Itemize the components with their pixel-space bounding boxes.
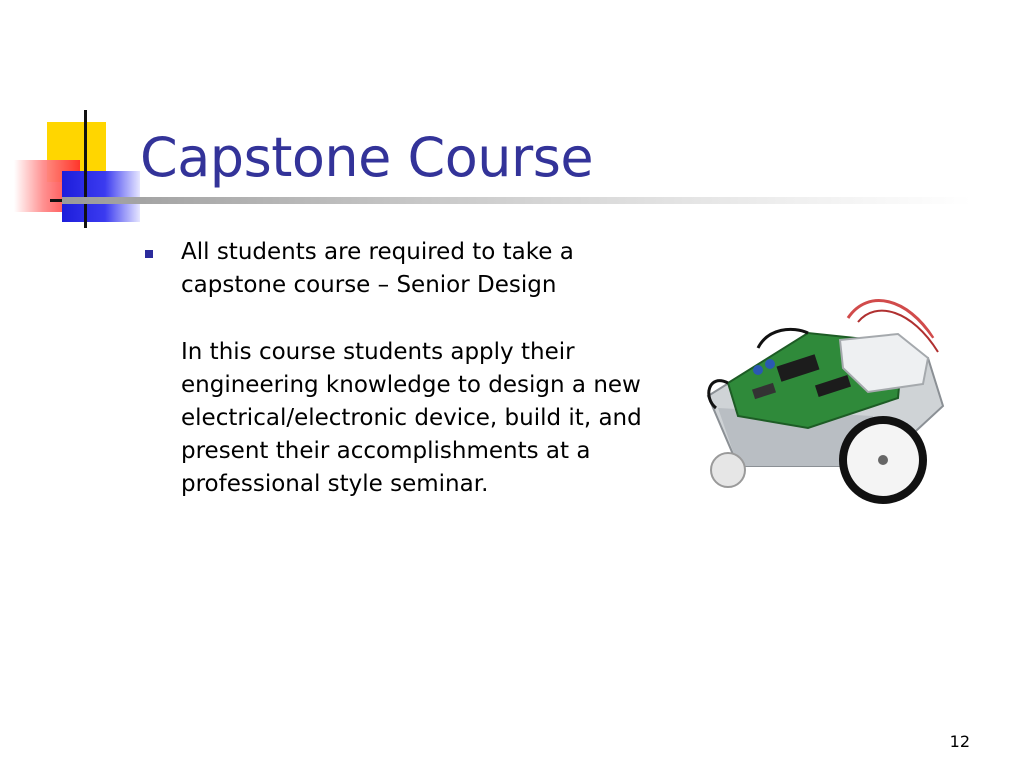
vertical-line-decoration <box>84 110 87 228</box>
bullet-list <box>140 236 680 501</box>
list-item <box>140 236 680 501</box>
slide-title: Capstone Course <box>140 126 594 189</box>
bullet-text: All students are required to take a capstone course – Senior Design <box>181 239 574 298</box>
title-decoration <box>0 0 150 240</box>
title-underline <box>62 197 972 204</box>
bullet-continuation-text: In this course students apply their engineering knowledge to design a new electrical/electronic device, build it, and present their accomplishments at a professional style seminar. <box>181 339 642 497</box>
square-bullet-icon <box>145 250 153 258</box>
robot-car-image <box>698 288 956 508</box>
page-number: 12 <box>949 732 970 751</box>
